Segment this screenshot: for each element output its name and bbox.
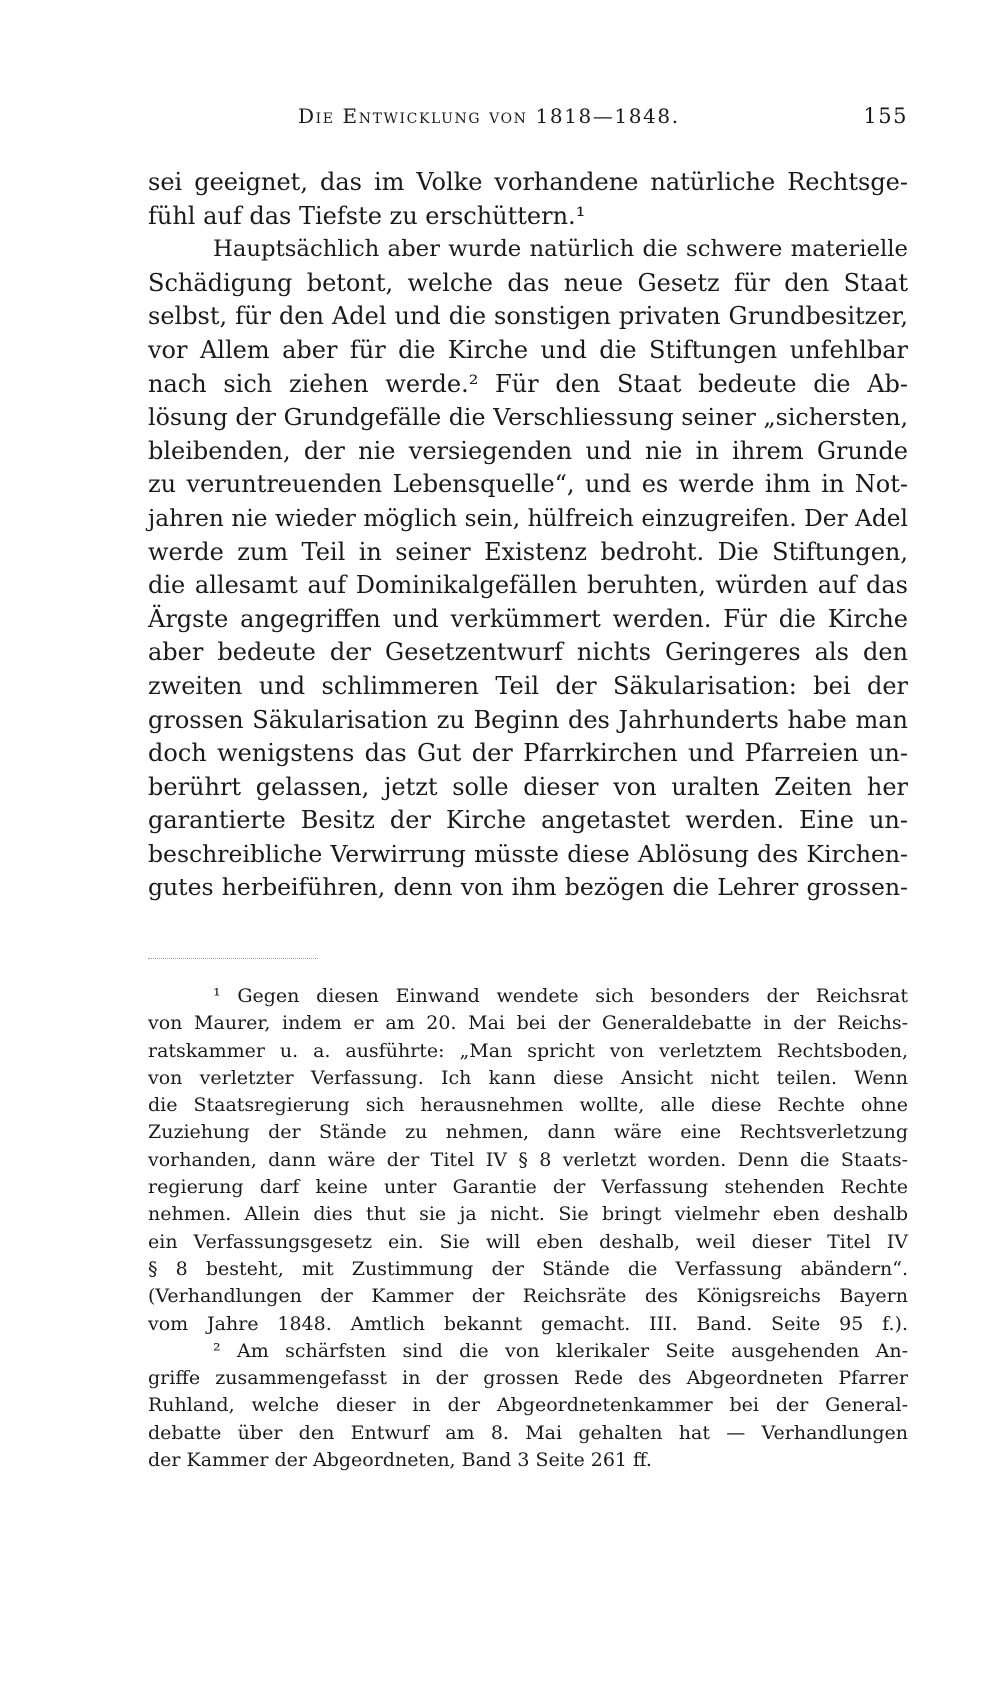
text-line: Schädigung betont, welche das neue Gesetz für den Staat [148,268,908,297]
page-number: 155 [863,104,908,128]
text-line: beschreibliche Verwirrung müsste diese Ablösung des Kirchen- [148,839,908,868]
footnote-line: ratskammer u. a. ausführte: „Man spricht von verletztem Rechtsboden, [148,1039,908,1062]
footnote-line: regierung darf keine unter Garantie der Verfassung stehenden Rechte [148,1176,908,1199]
footnote-line: vom Jahre 1848. Amtlich bekannt gemacht. III. Band. Seite 95 f.). [148,1312,908,1335]
footnote-line: § 8 besteht, mit Zustimmung der Stände die Verfassung abändern“. [148,1257,908,1280]
text-line: lösung der Grundgefälle die Verschliessung seiner „sichersten, [148,403,909,432]
text-line: zweiten und schlimmeren Teil der Säkularisation: bei der [148,671,908,700]
footnote-line: Ruhland, welche dieser in der Abgeordnetenkammer bei der General- [148,1394,908,1417]
text-line: aber bedeute der Gesetzentwurf nichts Geringeres als den [148,638,908,667]
text-line: sei geeignet, das im Volke vorhandene natürliche Rechtsge- [148,168,908,196]
text-line: Hauptsächlich aber wurde natürlich die schwere materielle [213,236,908,263]
footnote-line: ein Verfassungsgesetz ein. Sie will eben deshalb, weil dieser Titel IV [148,1230,908,1253]
footnote-line: Zuziehung der Stände zu nehmen, dann wäre eine Rechtsverletzung [148,1121,908,1144]
footnote-line: (Verhandlungen der Kammer der Reichsräte des Königsreichs Bayern [148,1285,908,1308]
text-line: Ärgste angegriffen und verkümmert werden. Für die Kirche [148,604,908,633]
text-line: garantierte Besitz der Kirche angetastet werden. Eine un- [148,806,908,835]
footnote-line: von verletzter Verfassung. Ich kann diese Ansicht nicht teilen. Wenn [148,1066,908,1089]
text-line: vor Allem aber für die Kirche und die Stiftungen unfehlbar [148,335,908,364]
page-header [148,104,908,138]
text-line: grossen Säkularisation zu Beginn des Jahrhunderts habe man [148,705,908,734]
footnote-divider [148,958,318,959]
footnote-line: von Maurer, indem er am 20. Mai bei der Generaldebatte in der Reichs- [148,1012,908,1035]
running-head: Die Entwicklung von 1818—1848. [298,104,680,128]
text-line: bleibenden, der nie versiegenden und nie in ihrem Grunde [148,436,908,465]
footnotes [148,983,908,1474]
text-line: nach sich ziehen werde.² Für den Staat bedeute die Ab- [148,369,908,398]
text-line: gutes herbeiführen, denn von ihm bezögen die Lehrer grossen- [148,873,908,902]
text-line: werde zum Teil in seiner Existenz bedroht. Die Stiftungen, [148,537,908,566]
footnote-line: nehmen. Allein dies thut sie ja nicht. Sie bringt vielmehr eben deshalb [148,1203,908,1226]
footnote-line: vorhanden, dann wäre der Titel IV § 8 verletzt worden. Denn die Staats- [148,1148,908,1171]
footnote-line: griffe zusammengefasst in der grossen Rede des Abgeordneten Pfarrer [148,1367,908,1390]
text-line: jahren nie wieder möglich sein, hülfreich einzugreifen. Der Adel [148,504,908,532]
main-text [148,166,908,905]
text-line: die allesamt auf Dominikalgefällen beruhten, würden auf das [148,571,908,600]
text-line: zu veruntreuenden Lebensquelle“, und es werde ihm in Not- [148,470,908,499]
footnote-line: ¹ Gegen diesen Einwand wendete sich besonders der Reichsrat [213,985,908,1007]
footnote-line: die Staatsregierung sich herausnehmen wollte, alle diese Rechte ohne [148,1094,908,1117]
text-line: selbst, für den Adel und die sonstigen privaten Grundbesitzer, [148,302,908,331]
footnote-line: der Kammer der Abgeordneten, Band 3 Seite 261 ff. [148,1449,652,1472]
footnote-line: ² Am schärfsten sind die von klerikaler Seite ausgehenden An- [213,1339,908,1362]
footnote-line: debatte über den Entwurf am 8. Mai gehalten hat — Verhandlungen [148,1421,908,1444]
text-line: berührt gelassen, jetzt solle dieser von uralten Zeiten her [148,772,908,801]
text-line: doch wenigstens das Gut der Pfarrkirchen und Pfarreien un- [148,739,908,768]
text-line: fühl auf das Tiefste zu erschüttern.¹ [148,201,586,230]
